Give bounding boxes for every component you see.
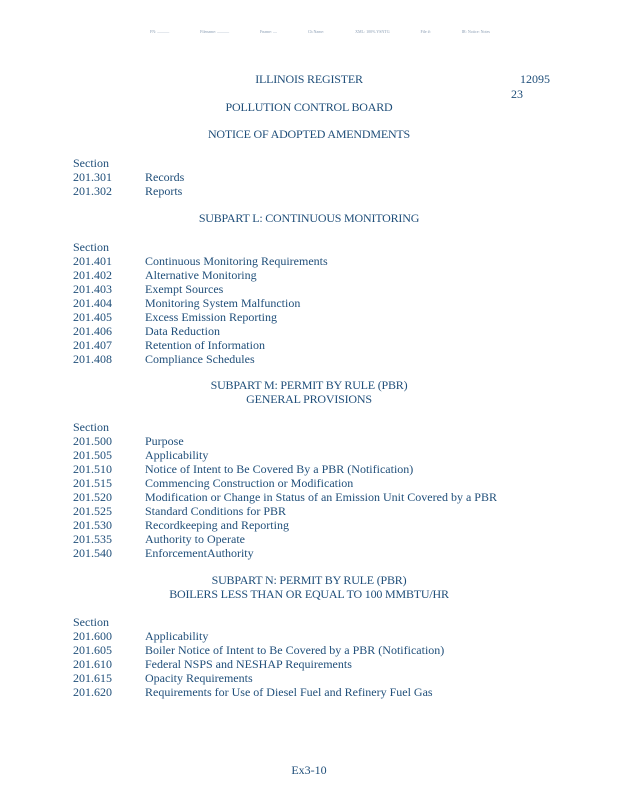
faint-label: File #: xyxy=(420,29,431,34)
section-row xyxy=(73,352,255,366)
section-title: Recordkeeping and Reporting xyxy=(145,518,289,532)
section-row xyxy=(73,254,328,268)
register-title: ILLINOIS REGISTER xyxy=(255,72,363,86)
section-title: Opacity Requirements xyxy=(145,671,253,685)
section-number: 201.540 xyxy=(73,546,112,560)
subpart-subheading: BOILERS LESS THAN OR EQUAL TO 100 MMBTU/HR xyxy=(169,587,449,601)
section-row xyxy=(73,268,257,282)
section-title: Purpose xyxy=(145,434,184,448)
section-number: 201.515 xyxy=(73,476,112,490)
section-row xyxy=(73,184,182,198)
faint-label: Ch Name: xyxy=(307,29,325,34)
section-number: 201.530 xyxy=(73,518,112,532)
notice-type: NOTICE OF ADOPTED AMENDMENTS xyxy=(207,127,411,141)
section-title: Continuous Monitoring Requirements xyxy=(145,254,328,268)
section-row xyxy=(73,629,208,643)
subpart-heading: SUBPART N: PERMIT BY RULE (PBR) xyxy=(211,573,407,587)
section-title: Exempt Sources xyxy=(145,282,224,296)
section-row xyxy=(73,546,254,560)
section-number: 201.505 xyxy=(73,448,112,462)
section-title: Records xyxy=(145,170,185,184)
section-row xyxy=(73,170,184,184)
section-number: 201.403 xyxy=(73,282,112,296)
header-faint-labels xyxy=(150,29,490,35)
page-footer: Ex3-10 xyxy=(291,763,327,777)
section-number: 201.406 xyxy=(73,324,112,338)
faint-label: FN: ——— xyxy=(150,29,170,34)
section-number: 201.600 xyxy=(73,629,112,643)
section-number: 201.402 xyxy=(73,268,112,282)
faint-label: Filename: ——— xyxy=(200,29,230,34)
section-number: 201.500 xyxy=(73,434,112,448)
section-title: Authority to Operate xyxy=(145,532,245,546)
section-title: Retention of Information xyxy=(145,338,265,352)
section-number: 201.408 xyxy=(73,352,112,366)
faint-label: IR: Notice: Notes xyxy=(461,29,490,34)
register-page-number: 23 xyxy=(511,87,523,101)
section-number: 201.615 xyxy=(73,671,112,685)
section-number: 201.525 xyxy=(73,504,112,518)
section-title: Applicability xyxy=(145,629,209,643)
section-title: EnforcementAuthority xyxy=(145,546,254,560)
register-volume: 12095 xyxy=(520,72,550,86)
section-label: Section xyxy=(73,240,109,254)
section-number: 201.404 xyxy=(73,296,112,310)
section-row xyxy=(73,448,208,462)
section-title: Requirements for Use of Diesel Fuel and Refinery Fuel Gas xyxy=(145,685,433,699)
section-title: Notice of Intent to Be Covered By a PBR (Notification) xyxy=(145,462,414,476)
section-row xyxy=(73,296,300,310)
section-number: 201.405 xyxy=(73,310,112,324)
section-title: Federal NSPS and NESHAP Requirements xyxy=(145,657,352,671)
section-title: Monitoring System Malfunction xyxy=(145,296,301,310)
section-row xyxy=(73,671,253,685)
section-row xyxy=(73,434,184,448)
section-title: Alternative Monitoring xyxy=(145,268,257,282)
section-row xyxy=(73,462,413,476)
section-number: 201.520 xyxy=(73,490,112,504)
section-title: Data Reduction xyxy=(145,324,220,338)
section-number: 201.401 xyxy=(73,254,112,268)
section-row xyxy=(73,324,220,338)
section-row xyxy=(73,643,444,657)
section-row xyxy=(73,657,352,671)
section-row xyxy=(73,504,286,518)
section-number: 201.407 xyxy=(73,338,112,352)
section-title: Reports xyxy=(145,184,183,198)
section-row xyxy=(73,282,223,296)
section-row xyxy=(73,532,245,546)
section-row xyxy=(73,685,433,699)
section-row xyxy=(73,518,289,532)
section-row xyxy=(73,338,265,352)
section-number: 201.301 xyxy=(73,170,112,184)
faint-label: XML: 100% YSNTG xyxy=(355,29,390,34)
section-label: Section xyxy=(73,156,109,170)
section-title: Applicability xyxy=(145,448,209,462)
section-title: Standard Conditions for PBR xyxy=(145,504,287,518)
subpart-subheading: GENERAL PROVISIONS xyxy=(246,392,372,406)
agency-name: POLLUTION CONTROL BOARD xyxy=(225,100,393,114)
section-number: 201.605 xyxy=(73,643,112,657)
section-number: 201.610 xyxy=(73,657,112,671)
section-number: 201.510 xyxy=(73,462,112,476)
section-row xyxy=(73,490,497,504)
section-label: Section xyxy=(73,615,109,629)
section-title: Commencing Construction or Modification xyxy=(145,476,354,490)
subpart-heading: SUBPART L: CONTINUOUS MONITORING xyxy=(198,211,420,225)
section-label: Section xyxy=(73,420,109,434)
subpart-heading: SUBPART M: PERMIT BY RULE (PBR) xyxy=(210,378,408,392)
section-title: Modification or Change in Status of an Emission Unit Covered by a PBR xyxy=(145,490,497,504)
section-title: Excess Emission Reporting xyxy=(145,310,277,324)
section-number: 201.535 xyxy=(73,532,112,546)
faint-label: Fname: — xyxy=(259,29,277,34)
section-row xyxy=(73,476,353,490)
section-number: 201.620 xyxy=(73,685,112,699)
section-title: Boiler Notice of Intent to Be Covered by a PBR (Notification) xyxy=(145,643,445,657)
section-title: Compliance Schedules xyxy=(145,352,255,366)
section-row xyxy=(73,310,277,324)
section-number: 201.302 xyxy=(73,184,112,198)
